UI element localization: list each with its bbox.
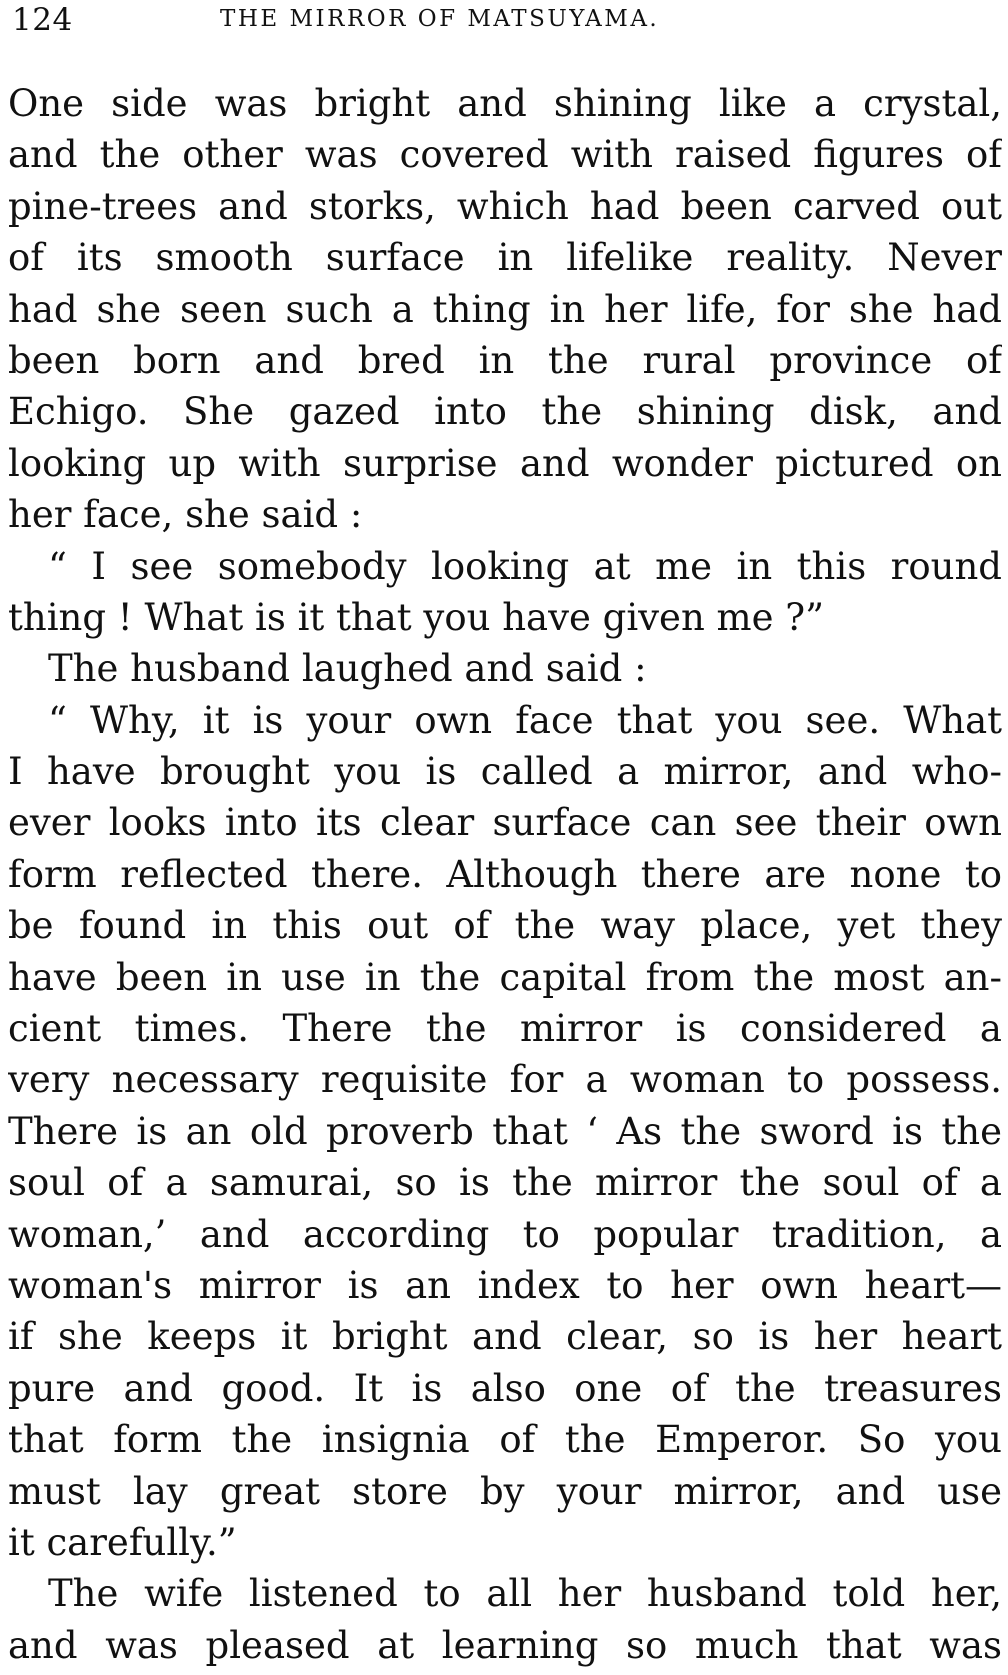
text-line: been born and bred in the rural province of bbox=[8, 338, 1002, 382]
text-line: soul of a samurai, so is the mirror the soul of a bbox=[8, 1161, 1002, 1205]
text-line: thing ! What is it that you have given me ?” bbox=[8, 595, 825, 639]
text-line: and was pleased at learning so much that was bbox=[8, 1623, 1002, 1667]
page-number: 124 bbox=[12, 2, 73, 38]
text-line: The husband laughed and said : bbox=[48, 647, 647, 691]
body-text bbox=[8, 78, 1002, 1671]
text-line: Echigo. She gazed into the shining disk, and bbox=[8, 390, 1002, 434]
text-line: woman,’ and according to popular tradition, a bbox=[8, 1212, 1002, 1256]
text-line: must lay great store by your mirror, and use bbox=[8, 1469, 1002, 1513]
text-line: I have brought you is called a mirror, and who- bbox=[8, 750, 1002, 794]
text-line: her face, she said : bbox=[8, 493, 363, 537]
text-line: “ Why, it is your own face that you see. What bbox=[48, 698, 1002, 742]
text-line: looking up with surprise and wonder pictured on bbox=[8, 441, 1002, 485]
running-header bbox=[12, 0, 1002, 40]
text-line: woman's mirror is an index to her own heart— bbox=[8, 1263, 1002, 1307]
text-line: if she keeps it bright and clear, so is her heart bbox=[8, 1315, 1002, 1359]
text-line: One side was bright and shining like a crystal, bbox=[8, 82, 1002, 125]
running-title: THE MIRROR OF MATSUYAMA. bbox=[220, 6, 660, 32]
text-line: had she seen such a thing in her life, for she had bbox=[8, 287, 1002, 331]
text-line: pine-trees and storks, which had been carved out bbox=[8, 184, 1002, 228]
text-line: very necessary requisite for a woman to possess. bbox=[8, 1058, 1002, 1102]
text-line: form reflected there. Although there are none to bbox=[8, 852, 1002, 896]
text-line: it carefully.” bbox=[8, 1520, 237, 1564]
text-line: of its smooth surface in lifelike reality. Never bbox=[8, 236, 1002, 280]
text-line: have been in use in the capital from the most an- bbox=[8, 955, 1002, 999]
text-line: The wife listened to all her husband told her, bbox=[48, 1572, 1002, 1616]
text-line: pure and good. It is also one of the treasures bbox=[8, 1366, 1002, 1410]
text-line: There is an old proverb that ‘ As the sword is the bbox=[8, 1109, 1002, 1153]
text-line: “ I see somebody looking at me in this round bbox=[48, 544, 1002, 588]
text-line: be found in this out of the way place, yet they bbox=[8, 904, 1002, 948]
text-line: that form the insignia of the Emperor. So you bbox=[8, 1418, 1002, 1462]
text-line: cient times. There the mirror is considered a bbox=[8, 1007, 1002, 1051]
text-line: and the other was covered with raised figures of bbox=[8, 133, 1002, 177]
text-line: ever looks into its clear surface can see their own bbox=[8, 801, 1002, 845]
